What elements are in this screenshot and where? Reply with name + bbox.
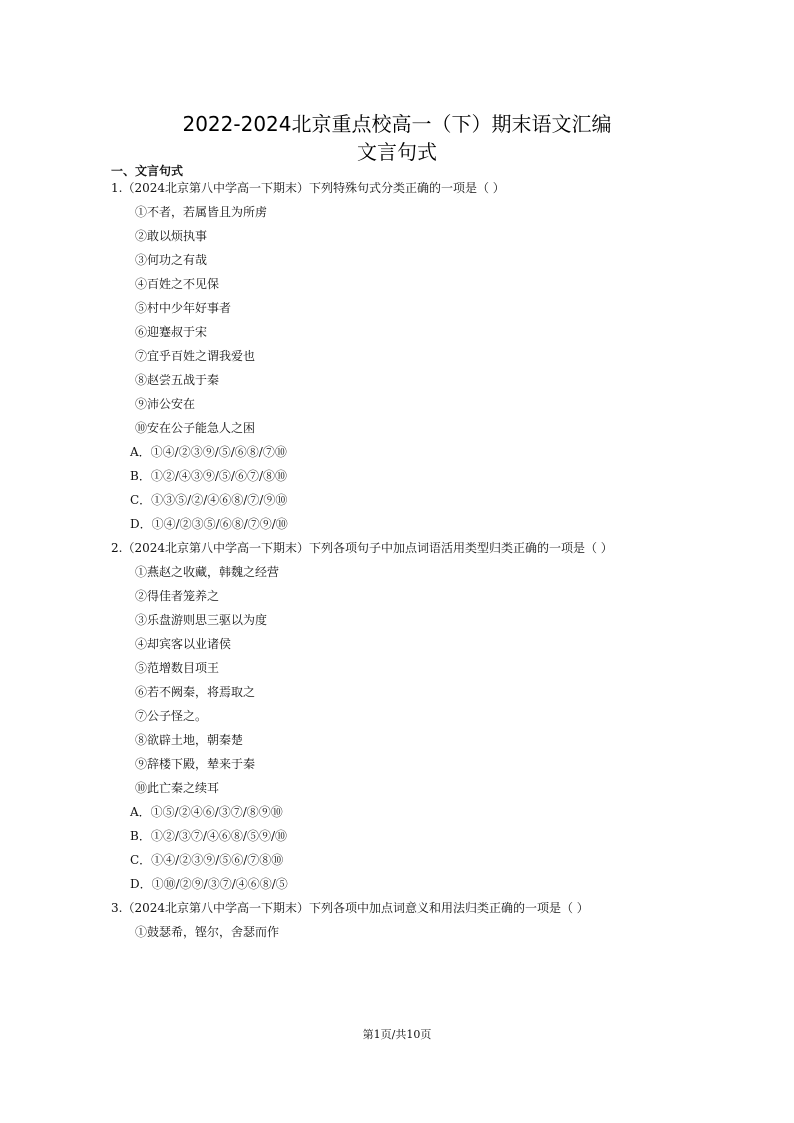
question-2-item: ⑧欲辟土地，朝秦楚 [135, 733, 244, 747]
question-2-item: ⑦公子怪之。 [135, 709, 208, 723]
question-2-stem: 2.（2024北京第八中学高一下期末）下列各项句子中加点词语活用类型归类正确的一项是（ ） [111, 541, 613, 555]
question-1-item: ⑦宜乎百姓之谓我爱也 [135, 349, 256, 363]
document-title: 2022-2024北京重点校高一（下）期末语文汇编 [182, 112, 612, 136]
question-3-item: ①鼓瑟希，铿尔，舍瑟而作 [135, 925, 280, 939]
question-1-item: ⑥迎蹇叔于宋 [135, 325, 208, 339]
question-1-item: ⑤村中少年好事者 [135, 301, 232, 315]
document-subtitle: 文言句式 [357, 140, 437, 164]
question-1-option-c: C．①③⑤/②/④⑥⑧/⑦/⑨⑩ [130, 493, 288, 507]
question-1-item: ①不者，若属皆且为所虏 [135, 205, 268, 219]
question-2-option-b: B．①②/③⑦/④⑥⑧/⑤⑨/⑩ [130, 829, 287, 843]
question-2-item: ①燕赵之收藏，韩魏之经营 [135, 565, 280, 579]
question-2-option-a: A．①⑤/②④⑥/③⑦/⑧⑨⑩ [130, 805, 283, 819]
question-2-item: ③乐盘游则思三驱以为度 [135, 613, 268, 627]
question-1-item: ③何功之有哉 [135, 253, 208, 267]
question-1-item: ④百姓之不见保 [135, 277, 220, 291]
question-1-item: ②敢以烦执事 [135, 229, 208, 243]
question-2-item: ⑤范增数目项王 [135, 661, 220, 675]
question-2-item: ⑥若不阙秦，将焉取之 [135, 685, 256, 699]
question-3-stem: 3.（2024北京第八中学高一下期末）下列各项中加点词意义和用法归类正确的一项是（ ） [111, 901, 589, 915]
page-footer: 第1页/共10页 [362, 1028, 432, 1041]
question-2-item: ⑨辞楼下殿，辇来于秦 [135, 757, 256, 771]
question-2-option-c: C．①④/②③⑨/⑤⑥/⑦⑧⑩ [130, 853, 284, 867]
question-2-item: ②得佳者笼养之 [135, 589, 220, 603]
question-1-option-b: B．①②/④③⑨/⑤/⑥⑦/⑧⑩ [130, 469, 287, 483]
question-1-stem: 1.（2024北京第八中学高一下期末）下列特殊句式分类正确的一项是（ ） [111, 181, 505, 195]
question-2-item: ⑩此亡秦之续耳 [135, 781, 220, 795]
question-1-item: ⑨沛公安在 [135, 397, 196, 411]
section-heading: 一、文言句式 [111, 164, 184, 178]
question-1-item: ⑩安在公子能急人之困 [135, 421, 256, 435]
question-2-option-d: D．①⑩/②⑨/③⑦/④⑥⑧/⑤ [130, 877, 288, 891]
question-2-item: ④却宾客以业诸侯 [135, 637, 232, 651]
question-1-option-d: D．①④/②③⑤/⑥⑧/⑦⑨/⑩ [130, 517, 288, 531]
question-1-option-a: A．①④/②③⑨/⑤/⑥⑧/⑦⑩ [130, 445, 287, 459]
question-1-item: ⑧赵尝五战于秦 [135, 373, 220, 387]
